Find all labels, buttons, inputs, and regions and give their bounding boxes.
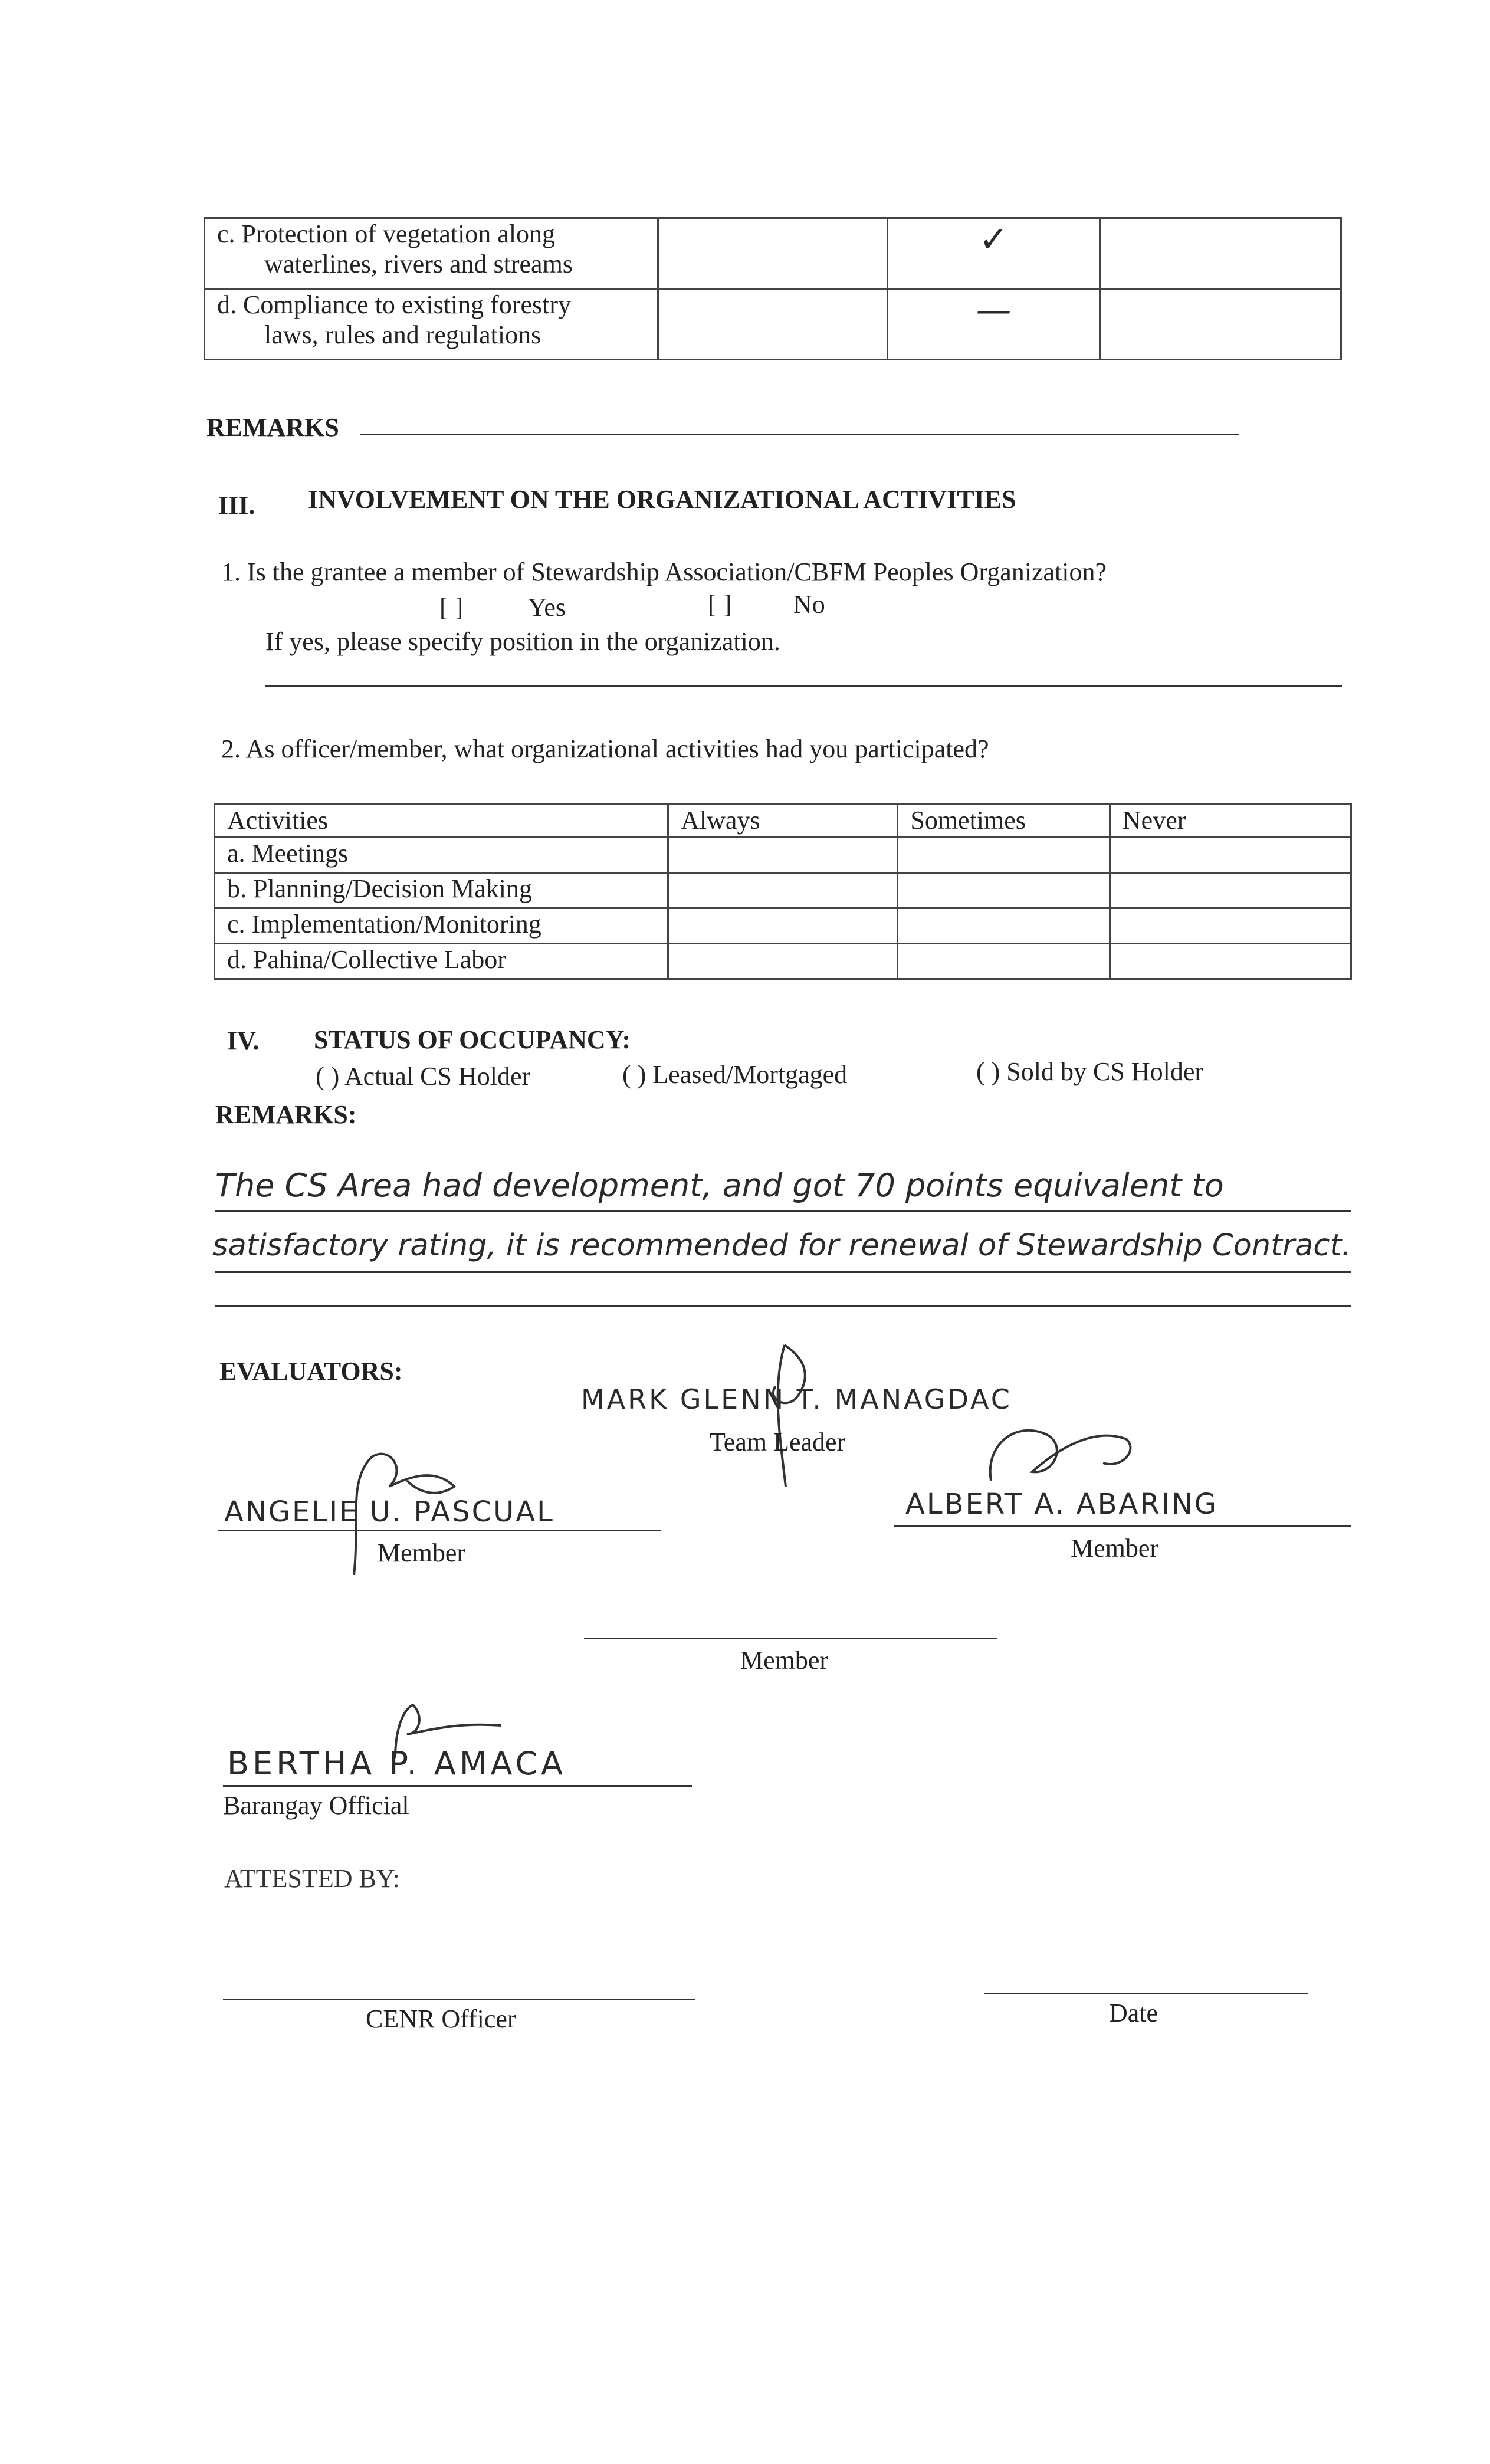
remarks-line — [360, 434, 1239, 435]
activity-label: a. Meetings — [215, 838, 668, 873]
section-number: III. — [218, 491, 255, 520]
check-mark: — — [976, 290, 1012, 331]
remarks-handwriting: satisfactory rating, it is recommended for renewal of Stewardship Contract. — [212, 1228, 1351, 1263]
remarks-label: REMARKS: — [215, 1100, 357, 1129]
yes-checkbox[interactable]: [ ] — [439, 593, 464, 622]
column-header: Activities — [215, 805, 668, 838]
no-label: No — [793, 590, 825, 619]
member1-role: Member — [378, 1538, 466, 1567]
activity-label: b. Planning/Decision Making — [215, 873, 668, 908]
remarks-label: REMARKS — [206, 413, 339, 442]
activities-table — [214, 803, 1352, 980]
signature-line — [218, 1530, 661, 1531]
activity-label: d. Pahina/Collective Labor — [215, 944, 668, 979]
cenr-officer-role: CENR Officer — [366, 2004, 516, 2033]
section-number: IV. — [227, 1026, 260, 1055]
evaluators-label: EVALUATORS: — [219, 1357, 403, 1386]
option-leased[interactable]: ( ) Leased/Mortgaged — [622, 1060, 848, 1089]
member3-role: Member — [740, 1646, 829, 1675]
signature-icon — [749, 1333, 844, 1492]
option-sold[interactable]: ( ) Sold by CS Holder — [976, 1057, 1203, 1086]
position-prompt: If yes, please specify position in the organization. — [265, 627, 780, 656]
team-leader-name: MARK GLENN T. MANAGDAC — [581, 1383, 1012, 1415]
criteria-item-label: d. Compliance to existing forestry — [217, 290, 571, 319]
option-actual-holder[interactable]: ( ) Actual CS Holder — [316, 1062, 531, 1091]
table-row: c. Protection of vegetation along waterlines, rivers and streams ✓ — [205, 218, 1341, 289]
barangay-official-role: Barangay Official — [223, 1791, 409, 1820]
signature-line — [894, 1525, 1351, 1527]
criteria-item-label: c. Protection of vegetation along — [217, 219, 556, 248]
table-row: d. Compliance to existing forestry laws, rules and regulations — — [205, 289, 1341, 360]
team-leader-role: Team Leader — [710, 1428, 846, 1456]
no-checkbox[interactable]: [ ] — [708, 590, 732, 619]
member1-name: ANGELIE U. PASCUAL — [224, 1495, 554, 1528]
criteria-table — [204, 217, 1342, 360]
table-header-row — [215, 805, 1351, 838]
signature-line — [223, 1785, 692, 1787]
attested-label: ATTESTED BY: — [224, 1864, 400, 1893]
remarks-handwriting: The CS Area had development, and got 70 points equivalent to — [215, 1167, 1224, 1204]
table-row — [215, 873, 1351, 908]
signature-line — [223, 1999, 695, 2000]
section-title: STATUS OF OCCUPANCY: — [314, 1025, 631, 1054]
position-line — [265, 685, 1342, 687]
check-mark: ✓ — [979, 219, 1009, 260]
activity-label: c. Implementation/Monitoring — [215, 908, 668, 944]
section-title: INVOLVEMENT ON THE ORGANIZATIONAL ACTIVITIES — [308, 485, 1016, 514]
remarks-line — [215, 1305, 1351, 1307]
barangay-official-name: BERTHA P. AMACA — [227, 1745, 567, 1782]
column-header: Always — [668, 805, 898, 838]
signature-line — [584, 1638, 997, 1639]
table-row — [215, 838, 1351, 873]
yes-label: Yes — [528, 593, 566, 622]
date-line — [984, 1993, 1308, 1994]
question-2: 2. As officer/member, what organizational activities had you participated? — [221, 734, 989, 763]
question-1: 1. Is the grantee a member of Stewardship Association/CBFM Peoples Organization? — [221, 557, 1107, 586]
member2-role: Member — [1071, 1534, 1159, 1563]
member2-name: ALBERT A. ABARING — [905, 1488, 1218, 1521]
table-row — [215, 944, 1351, 979]
column-header: Sometimes — [898, 805, 1110, 838]
table-row — [215, 908, 1351, 944]
column-header: Never — [1110, 805, 1351, 838]
remarks-line — [215, 1271, 1351, 1273]
date-label: Date — [1109, 1999, 1158, 2027]
remarks-line — [215, 1210, 1351, 1212]
